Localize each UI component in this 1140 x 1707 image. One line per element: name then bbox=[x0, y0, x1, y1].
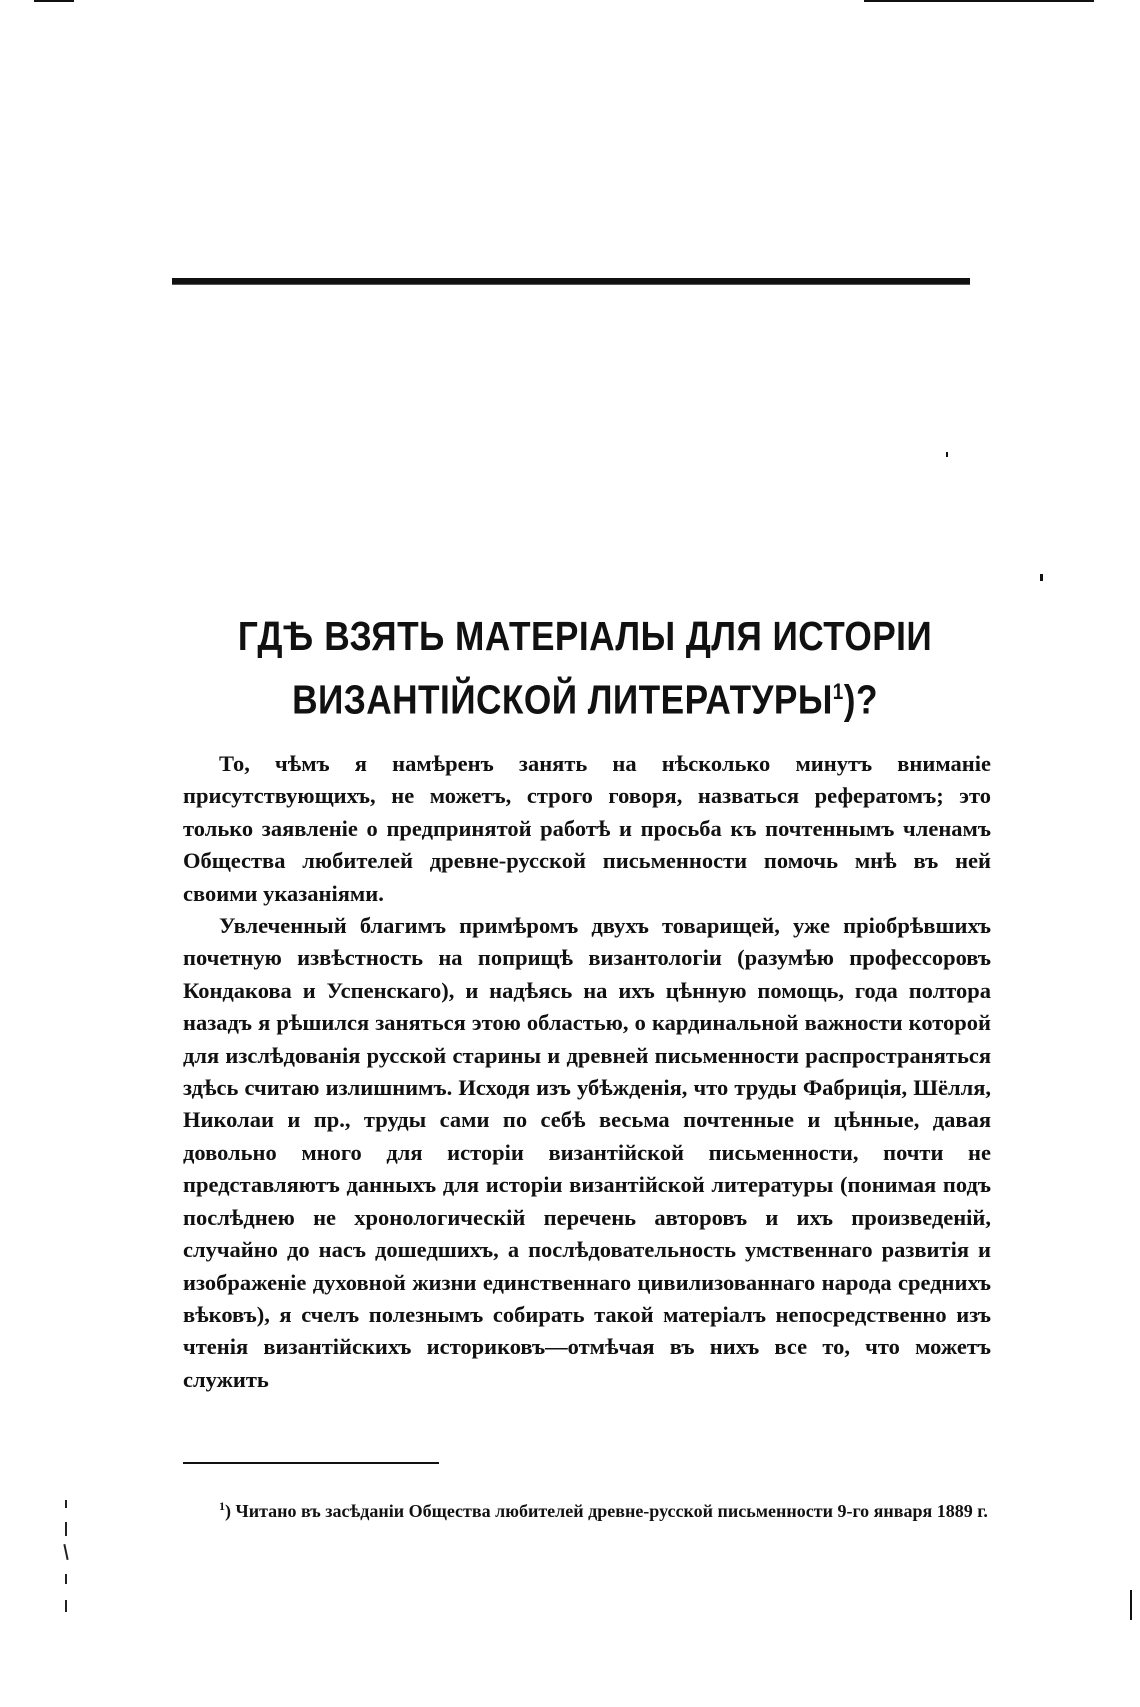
article-body bbox=[183, 748, 991, 1396]
margin-pencil-marks bbox=[62, 1500, 72, 1620]
footnote bbox=[183, 1492, 991, 1525]
footnote-marker: 1 bbox=[219, 1499, 225, 1513]
footnote-text: ) Читано въ засѣданіи Общества любителей древне-русской письменности 9-го января 1889 г. bbox=[225, 1501, 988, 1521]
scan-edge-mark-top-right bbox=[864, 0, 1094, 2]
footnote-divider bbox=[183, 1462, 439, 1464]
scan-edge-mark-right bbox=[1130, 1590, 1132, 1620]
paragraph: То, чѣмъ я намѣренъ занять на нѣсколько минутъ вниманіе присутствующихъ, не можетъ, строго говоря, назваться рефератомъ; это только заявленіе о предпринятой работѣ и просьба къ почтеннымъ членамъ Общества любителей древне-русской письменности помочь мнѣ въ ней своими указаніями. bbox=[183, 751, 991, 906]
header-rule bbox=[172, 278, 970, 285]
article-title-text: ГДѢ ВЗЯТЬ МАТЕРІАЛЫ ДЛЯ ИСТОРІИ ВИЗАНТІЙСКОЙ ЛИТЕРАТУРЫ bbox=[237, 613, 933, 723]
title-footnote-marker: 1 bbox=[832, 679, 844, 704]
scan-speck bbox=[946, 452, 948, 457]
paragraph: Увлеченный благимъ примѣромъ двухъ товарищей, уже пріобрѣвшихъ почетную извѣстность на поприщѣ византологіи (разумѣю профессоровъ Кондакова и Успенскаго), и надѣясь на ихъ цѣнную помощь, года полтора назадъ я рѣшился заняться этою областью, о кардинальной важности которой для изслѣдованія русской старины и древней письменности распространяться здѣсь считаю излишнимъ. Исходя изъ убѣжденія, что труды Фабриція, Шёлля, Николаи и пр., труды сами по себѣ весьма почтенные и цѣнные, давая довольно много для исторіи византійской письменности, почти не представляютъ данныхъ для исторіи византійской литературы (понимая подъ послѣднею не хронологическій перечень авторовъ и ихъ произведеній, случайно до насъ дошедшихъ, а послѣдовательность умственнаго развитія и изображеніе духовной жизни единственнаго цивилизованнаго народа среднихъ вѣковъ), я счелъ полезнымъ собирать такой матеріалъ непосредственно изъ чтенія византійскихъ историковъ—отмѣчая въ нихъ все то, что можетъ служить bbox=[183, 913, 991, 1392]
scan-edge-mark-top-left bbox=[34, 0, 74, 2]
title-tail: )? bbox=[843, 676, 878, 723]
article-title bbox=[237, 608, 934, 728]
scan-speck bbox=[1040, 574, 1043, 581]
